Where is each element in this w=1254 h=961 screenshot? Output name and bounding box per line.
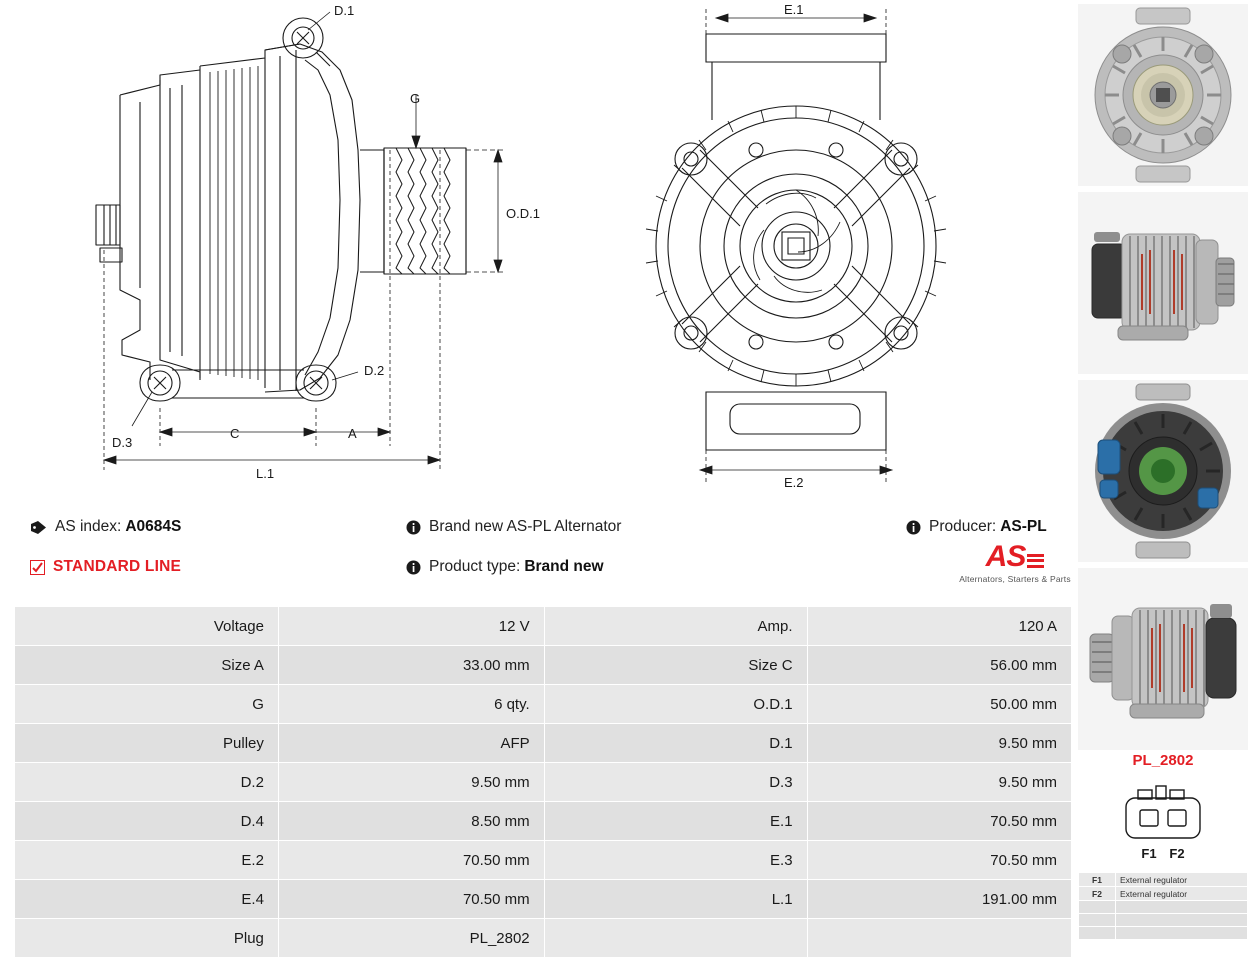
description-text: Brand new AS-PL Alternator (429, 518, 622, 535)
product-info (16, 510, 1072, 590)
table-row (15, 607, 1072, 646)
label-a: A (348, 426, 357, 441)
spec-value: 6 qty. (278, 685, 544, 724)
info-icon (406, 520, 421, 535)
plug-pin-table (1078, 872, 1248, 940)
pin-row-empty (1079, 914, 1248, 927)
spec-key: G (15, 685, 279, 724)
spec-value: 120 A (807, 607, 1071, 646)
spec-value: 70.50 mm (278, 880, 544, 919)
spec-key: E.4 (15, 880, 279, 919)
spec-value: 50.00 mm (807, 685, 1071, 724)
description-row (406, 518, 621, 536)
specification-table (14, 606, 1072, 958)
producer-value: AS-PL (1000, 518, 1047, 535)
info-icon (406, 560, 421, 575)
product-photo-front[interactable] (1078, 4, 1248, 186)
producer-row (906, 518, 1047, 536)
label-d3: D.3 (112, 435, 133, 450)
table-row (15, 841, 1072, 880)
table-row (15, 724, 1072, 763)
spec-value: 56.00 mm (807, 646, 1071, 685)
tag-icon (30, 520, 47, 535)
spec-key: Pulley (15, 724, 279, 763)
spec-key: L.1 (544, 880, 807, 919)
standard-line-label: STANDARD LINE (53, 558, 182, 575)
spec-key: O.D.1 (544, 685, 807, 724)
as-index-label: AS index: (55, 518, 122, 535)
label-d2: D.2 (364, 363, 385, 378)
spec-value: 70.50 mm (278, 841, 544, 880)
spec-value: PL_2802 (278, 919, 544, 958)
standard-line-row (30, 558, 181, 576)
table-row (15, 763, 1072, 802)
plug-pin-label-f1: F1 (1141, 846, 1157, 861)
table-row (15, 802, 1072, 841)
product-type-label: Product type: (429, 558, 521, 575)
table-row (15, 880, 1072, 919)
spec-key: D.3 (544, 763, 807, 802)
spec-key: E.3 (544, 841, 807, 880)
spec-key: E.1 (544, 802, 807, 841)
spec-value-empty (807, 919, 1071, 958)
product-type-value: Brand new (524, 558, 604, 575)
product-photo-front-dark[interactable] (1078, 380, 1248, 562)
spec-value: 70.50 mm (807, 802, 1071, 841)
product-photo-side[interactable] (1078, 192, 1248, 374)
product-photos (1072, 0, 1254, 961)
label-g: G (410, 91, 421, 106)
technical-drawings (0, 0, 1080, 500)
spec-key: Size A (15, 646, 279, 685)
check-box-icon (30, 560, 45, 575)
pin-row (1079, 873, 1248, 887)
as-logo-bars-icon (1027, 554, 1044, 571)
spec-value: 33.00 mm (278, 646, 544, 685)
as-index-value: A0684S (125, 518, 182, 535)
product-type-row (406, 558, 604, 576)
pin-description: External regulator (1116, 887, 1248, 901)
table-row (15, 646, 1072, 685)
label-c: C (230, 426, 240, 441)
spec-key: Voltage (15, 607, 279, 646)
producer-label: Producer: (929, 518, 997, 535)
spec-value: 70.50 mm (807, 841, 1071, 880)
pin-row (1079, 887, 1248, 901)
pin-description: External regulator (1116, 873, 1248, 887)
spec-key: E.2 (15, 841, 279, 880)
plug-pin-label-f2: F2 (1169, 846, 1185, 861)
table-row (15, 919, 1072, 958)
pin-name: F2 (1079, 887, 1116, 901)
table-row (15, 685, 1072, 724)
spec-key-empty (544, 919, 807, 958)
label-d1: D.1 (334, 3, 355, 18)
label-e2: E.2 (784, 475, 804, 490)
spec-value: 9.50 mm (807, 763, 1071, 802)
plug-drawing (1078, 780, 1248, 870)
as-index-row (30, 518, 181, 536)
pin-row-empty (1079, 901, 1248, 914)
spec-key: D.1 (544, 724, 807, 763)
spec-value: 9.50 mm (278, 763, 544, 802)
alternator-drawing-svg (0, 0, 1080, 500)
label-l1: L.1 (256, 466, 275, 481)
spec-value: 8.50 mm (278, 802, 544, 841)
as-logo-subtitle: Alternators, Starters & Parts (959, 574, 1071, 584)
label-od1: O.D.1 (506, 206, 540, 221)
as-pl-logo (955, 542, 1075, 584)
pin-row-empty (1079, 927, 1248, 940)
spec-value: 191.00 mm (807, 880, 1071, 919)
info-icon (906, 520, 921, 535)
plug-code-label: PL_2802 (1132, 752, 1194, 769)
product-photo-side-pulley[interactable] (1078, 568, 1248, 750)
spec-key: Size C (544, 646, 807, 685)
spec-key: Amp. (544, 607, 807, 646)
as-logo-word: AS (985, 540, 1026, 573)
spec-key: D.2 (15, 763, 279, 802)
spec-value: 9.50 mm (807, 724, 1071, 763)
spec-value: AFP (278, 724, 544, 763)
pin-name: F1 (1079, 873, 1116, 887)
spec-value: 12 V (278, 607, 544, 646)
spec-key: D.4 (15, 802, 279, 841)
label-e1: E.1 (784, 2, 804, 17)
spec-key: Plug (15, 919, 279, 958)
